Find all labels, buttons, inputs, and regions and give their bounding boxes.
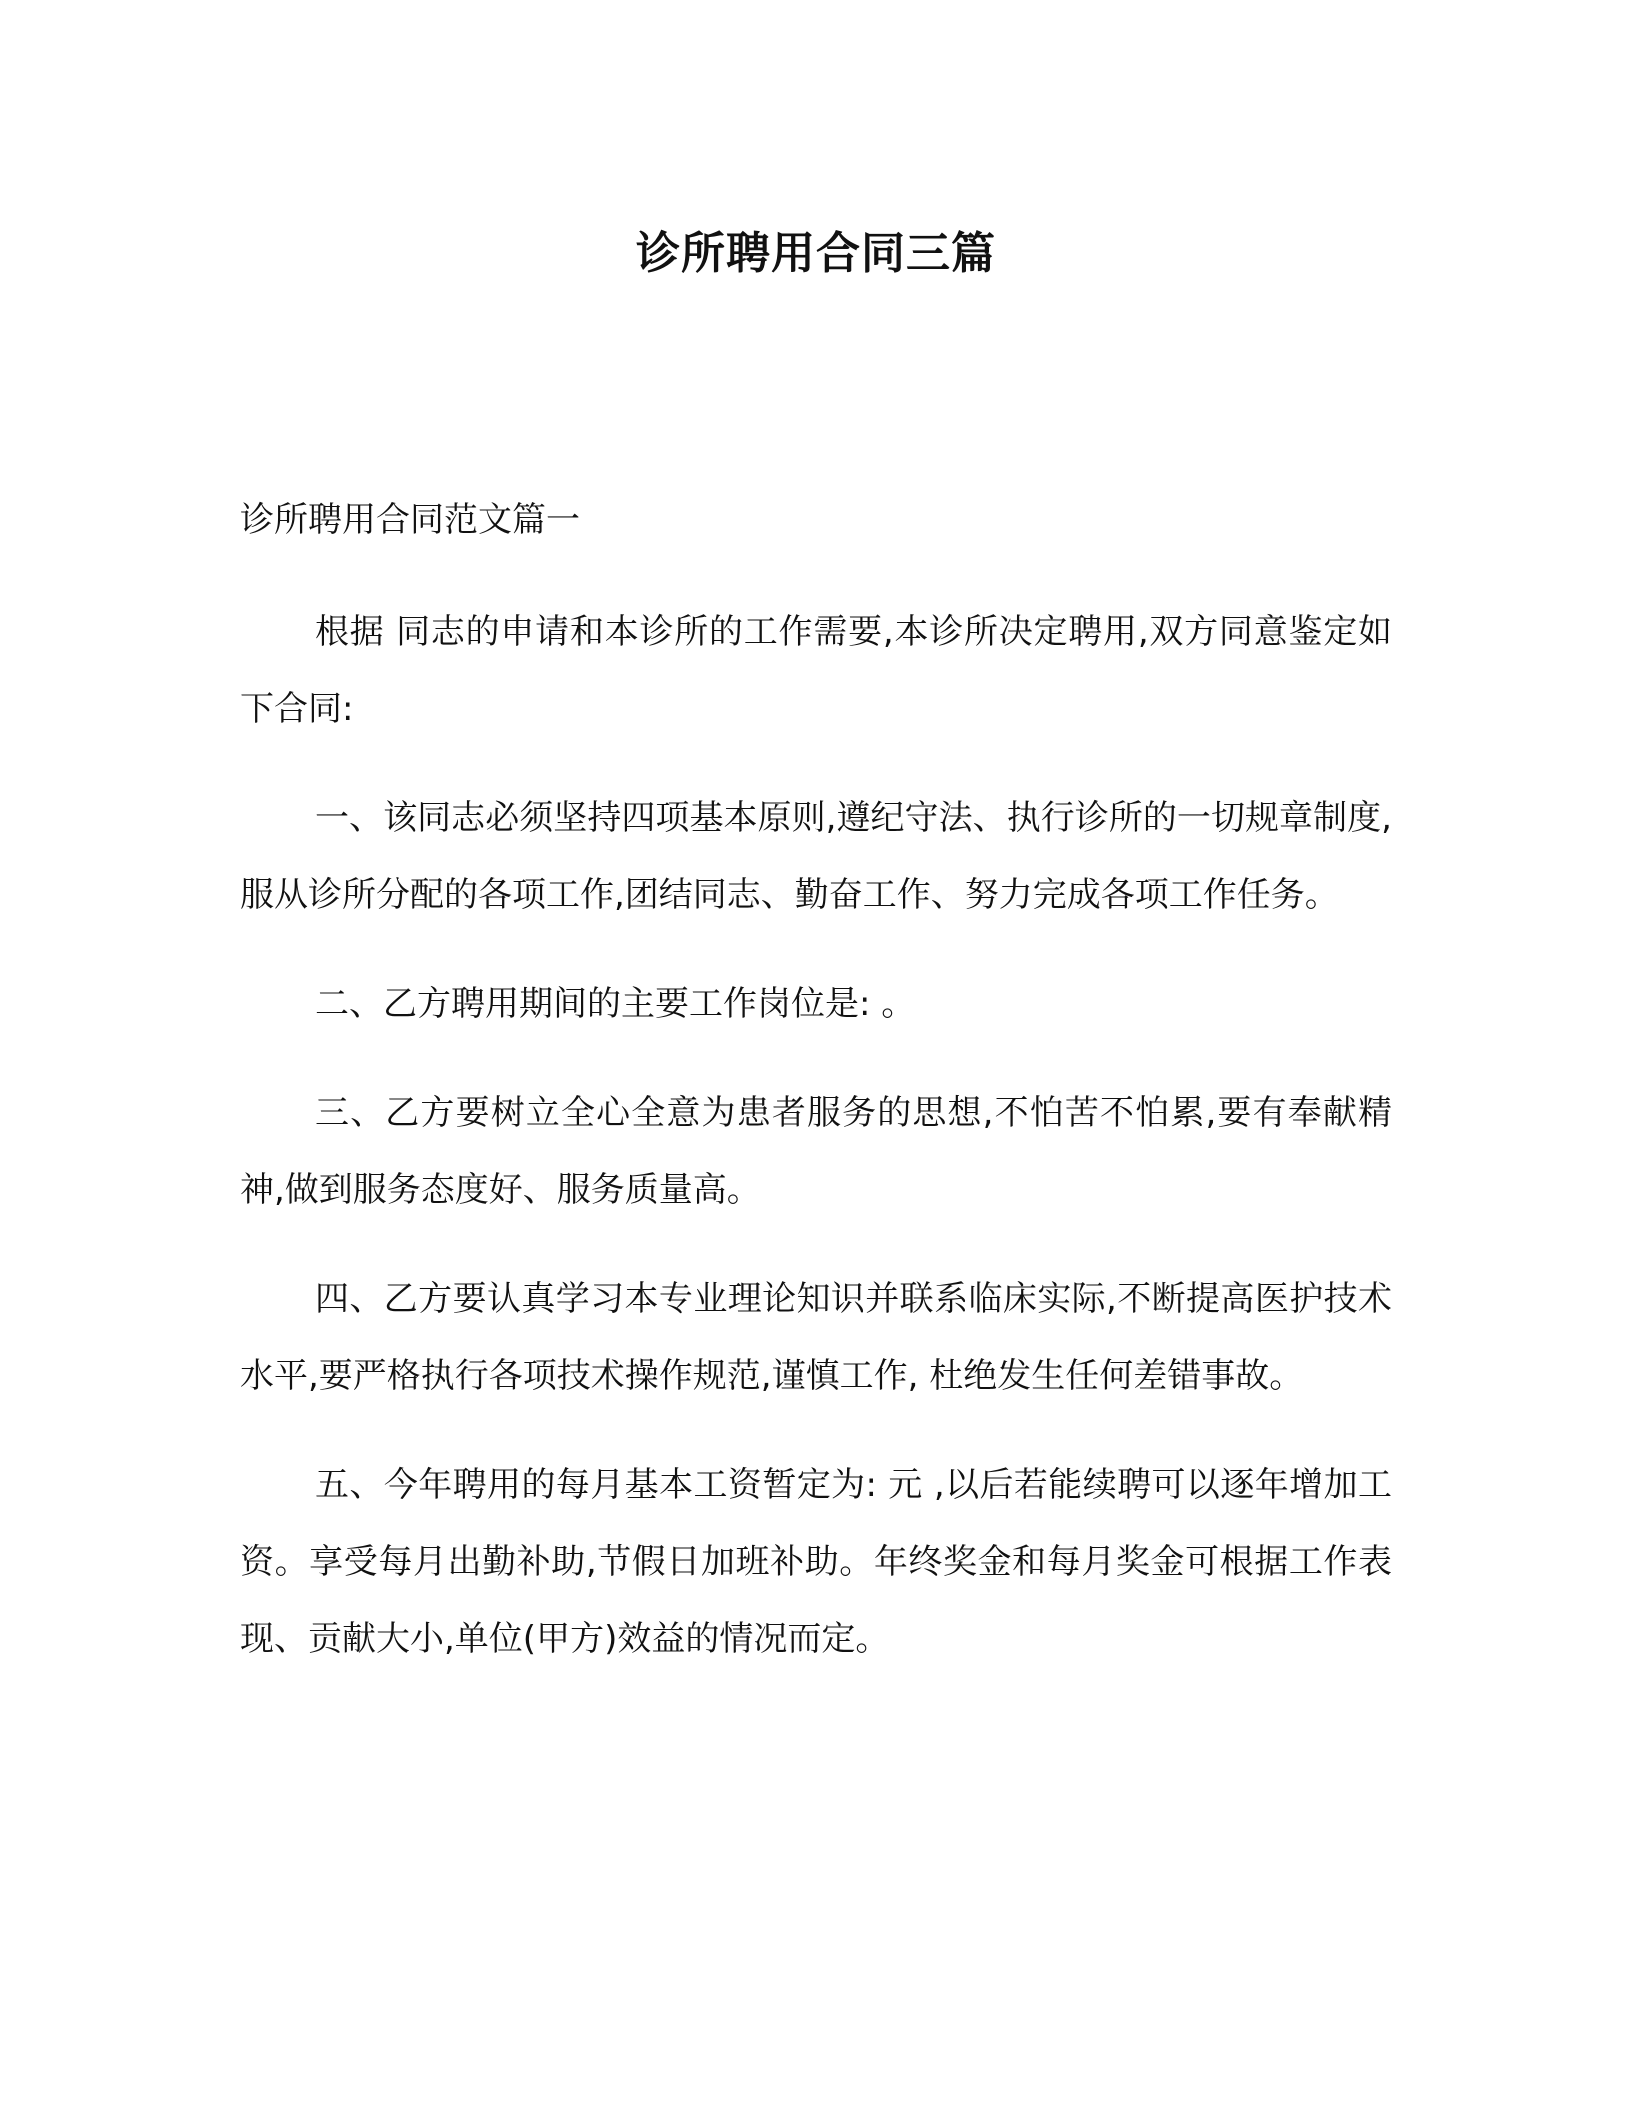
paragraph-clause-1: 一、该同志必须坚持四项基本原则,遵纪守法、执行诊所的一切规章制度,服从诊所分配的各项工作,团结同志、勤奋工作、努力完成各项工作任务。 [240, 798, 1392, 915]
section-heading: 诊所聘用合同范文篇一 [240, 500, 580, 540]
paragraph-clause-3: 三、乙方要树立全心全意为患者服务的思想,不怕苦不怕累,要有奉献精神,做到服务态度好、服务质量高。 [240, 1093, 1392, 1210]
paragraph-intro: 根据 同志的申请和本诊所的工作需要,本诊所决定聘用,双方同意鉴定如下合同: [240, 612, 1392, 729]
paragraph-clause-2: 二、乙方聘用期间的主要工作岗位是: 。 [315, 984, 916, 1024]
document-title: 诊所聘用合同三篇 [636, 228, 996, 279]
paragraph-clause-5: 五、今年聘用的每月基本工资暂定为: 元 ,以后若能续聘可以逐年增加工资。享受每月出勤补助,节假日加班补助。年终奖金和每月奖金可根据工作表现、贡献大小,单位(甲方)效益的情况而定。 [240, 1465, 1392, 1659]
paragraph-clause-4: 四、乙方要认真学习本专业理论知识并联系临床实际,不断提高医护技术水平,要严格执行各项技术操作规范,谨慎工作, 杜绝发生任何差错事故。 [240, 1279, 1392, 1396]
document-body [240, 490, 1392, 1710]
